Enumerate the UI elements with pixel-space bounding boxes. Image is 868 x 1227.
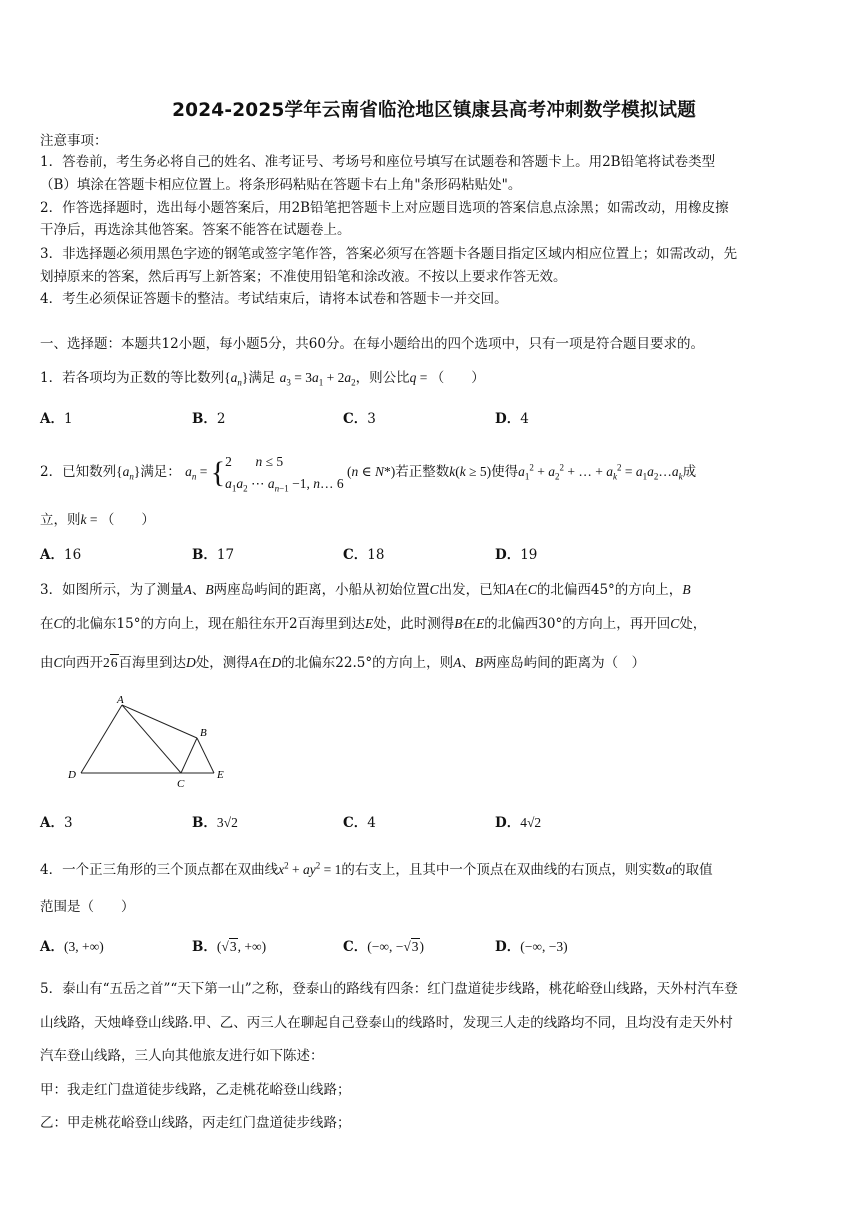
q3-triangle-figure <box>60 692 240 792</box>
q4-option-d: D．(−∞, −3) <box>495 939 568 955</box>
q2-option-c <box>343 545 384 565</box>
option-value: 4√2 <box>520 815 542 830</box>
question-3-line3: 由C向西开26百海里到达D处，测得A在D的北偏东22.5°的方向上，则A、B两座岛屿间的距离为（ ） <box>40 655 646 671</box>
q2-text-mid2: 若正整数 <box>395 464 450 480</box>
label-D: D <box>68 769 76 781</box>
q3-option-d <box>495 813 541 833</box>
q1-text-mid: 满足 <box>248 370 276 386</box>
question-5-statement-jia: 甲：我走红门盘道徒步线路，乙走桃花峪登山线路； <box>40 1082 351 1098</box>
option-key: C． <box>343 815 368 831</box>
question-2 <box>40 447 696 497</box>
q1-ratio-symbol: q = <box>409 370 431 385</box>
notice-line: 1．答卷前，考生务必将自己的姓名、准考证号、考场号和座位号填写在试题卷和答题卡上。用2B铅笔将试卷类型 <box>40 154 716 170</box>
question-4-line1: 4．一个正三角形的三个顶点都在双曲线$x^2 + ay^2 = 1$的右支上，且其中一个顶点在双曲线的右顶点，则实数a的取值 <box>40 860 713 878</box>
q2-k-formula: k(k ≥ 5) <box>449 464 492 479</box>
line-DA <box>81 705 122 773</box>
notice-line: 干净后，再选涂其他答案。答案不能答在试题卷上。 <box>40 222 351 238</box>
option-key: A． <box>40 547 64 563</box>
line-CB <box>181 738 197 773</box>
q1-text-pre: 1．若各项均为正数的等比数列 <box>40 370 225 386</box>
question-3-line1: 3．如图所示，为了测量A、B两座岛屿间的距离，小船从初始位置C出发，已知A在C的北偏西45°的方向上，B <box>40 582 691 598</box>
option-value: 3√2 <box>216 815 238 830</box>
q2-option-a <box>40 545 81 565</box>
q2-text-pre: 2．已知数列 <box>40 464 117 480</box>
option-key: D． <box>495 547 521 563</box>
option-value: 4 <box>367 815 376 831</box>
line-AC <box>122 705 181 773</box>
question-1 <box>40 368 485 388</box>
q2-piecewise-formula: $a_n = \{2$ n ≤ 5 $a_1a_2$ ⋯ $a_{n-1} -1$, n… 6 <box>185 453 344 494</box>
section-heading: 一、选择题：本题共12小题，每小题5分，共60分。在每小题给出的四个选项中，只有一项是符合题目要求的。 <box>40 336 704 352</box>
q4-option-b: B．(√3, +∞) <box>192 939 267 955</box>
notice-line: 4．考生必须保证答题卡的整洁。考试结束后，请将本试卷和答题卡一并交回。 <box>40 291 508 307</box>
question-5-line1: 5．泰山有“五岳之首”“天下第一山”之称，登泰山的路线有四条：红门盘道徒步线路，桃花峪登山线路，天外村汽车登 <box>40 981 738 997</box>
q2-line2-text: 立，则 <box>40 512 81 528</box>
question-5-line2: 山线路，天烛峰登山线路.甲、乙、丙三人在聊起自己登泰山的线路时，发现三人走的线路均不同，且均没有走天外村 <box>40 1015 733 1031</box>
q2-text-end: 成 <box>682 464 697 480</box>
option-key: B． <box>192 815 217 831</box>
q2-k-symbol: k = <box>80 512 101 527</box>
label-A: A <box>117 694 124 706</box>
option-value: 2 <box>216 411 226 427</box>
line-BE <box>197 738 214 773</box>
option-key: A． <box>40 411 64 427</box>
question-5-statement-yi: 乙：甲走桃花峪登山线路，丙走红门盘道徒步线路； <box>40 1115 351 1131</box>
option-key: D． <box>495 815 521 831</box>
notice-line: 2．作答选择题时，选出每小题答案后，用2B铅笔把答题卡上对应题目选项的答案信息点涂黑；如需改动，用橡皮擦 <box>40 200 729 216</box>
option-value: 18 <box>367 547 385 563</box>
question-3-line2: 在C的北偏东15°的方向上，现在船往东开2百海里到达E处，此时测得B在E的北偏西30°的方向上，再开回C处， <box>40 616 707 632</box>
option-value: 4 <box>520 411 529 427</box>
q1-option-b <box>192 409 226 429</box>
option-value: 16 <box>63 547 82 563</box>
q1-equation: $a_3 = 3a_1 + 2a_2$ <box>279 370 356 388</box>
option-key: B． <box>192 411 217 427</box>
option-key: D． <box>495 411 521 427</box>
q3-option-c <box>343 813 376 833</box>
option-key: B． <box>192 547 217 563</box>
line-AB <box>122 705 197 738</box>
q1-option-d <box>495 409 529 429</box>
question-5-line3: 汽车登山线路，三人向其他旅友进行如下陈述： <box>40 1048 324 1064</box>
label-C: C <box>177 778 185 790</box>
q1-text-post: ，则公比 <box>355 370 410 386</box>
option-key: C． <box>343 547 368 563</box>
option-value: 19 <box>520 547 538 563</box>
question-4-line2: 范围是（ ） <box>40 899 135 915</box>
q2-option-b <box>192 545 234 565</box>
question-2-line2 <box>40 510 155 530</box>
option-key: A． <box>40 815 64 831</box>
option-value: 3 <box>63 815 73 831</box>
q1-option-c <box>343 409 376 429</box>
notice-line: （B）填涂在答题卡相应位置上。将条形码粘贴在答题卡右上角"条形码粘贴处"。 <box>40 177 522 193</box>
option-value: 1 <box>63 411 73 427</box>
q1-answer-blank: （ ） <box>430 370 485 386</box>
q2-sequence-formula: $\{a_n\}$ <box>116 464 141 482</box>
q2-text-mid3: 使得 <box>491 464 519 480</box>
label-E: E <box>217 769 224 781</box>
notice-heading: 注意事项： <box>40 133 108 149</box>
q2-answer-blank: （ ） <box>100 512 155 528</box>
page-title: 2024-2025学年云南省临沧地区镇康县高考冲刺数学模拟试题 <box>172 100 696 121</box>
q1-sequence-formula: $\{a_n\}$ <box>224 370 249 388</box>
notice-line: 3．非选择题必须用黑色字迹的钢笔或签字笔作答，答案必须写在答题卡各题目指定区域内相应位置上；如需改动，先 <box>40 246 738 262</box>
q2-sum-formula: $a_1^2 + a_2^2$ + … + $a_k^2$ = $a_1a_2\dots a_k$ <box>518 462 683 482</box>
q3-option-b <box>192 813 238 833</box>
option-key: C． <box>343 411 368 427</box>
q1-option-a <box>40 409 73 429</box>
q4-option-a: A．(3, +∞) <box>40 939 104 955</box>
notice-line: 划掉原来的答案，然后再写上新答案；不准使用铅笔和涂改液。不按以上要求作答无效。 <box>40 269 567 285</box>
q2-text-mid: 满足： <box>140 464 181 480</box>
q4-option-c: C．(−∞, −√3) <box>343 939 425 955</box>
q2-domain: (n ∈ N*) <box>343 464 396 479</box>
label-B: B <box>200 727 207 739</box>
option-value: 3 <box>367 411 376 427</box>
option-value: 17 <box>216 547 235 563</box>
q3-option-a <box>40 813 73 833</box>
q2-option-d <box>495 545 537 565</box>
